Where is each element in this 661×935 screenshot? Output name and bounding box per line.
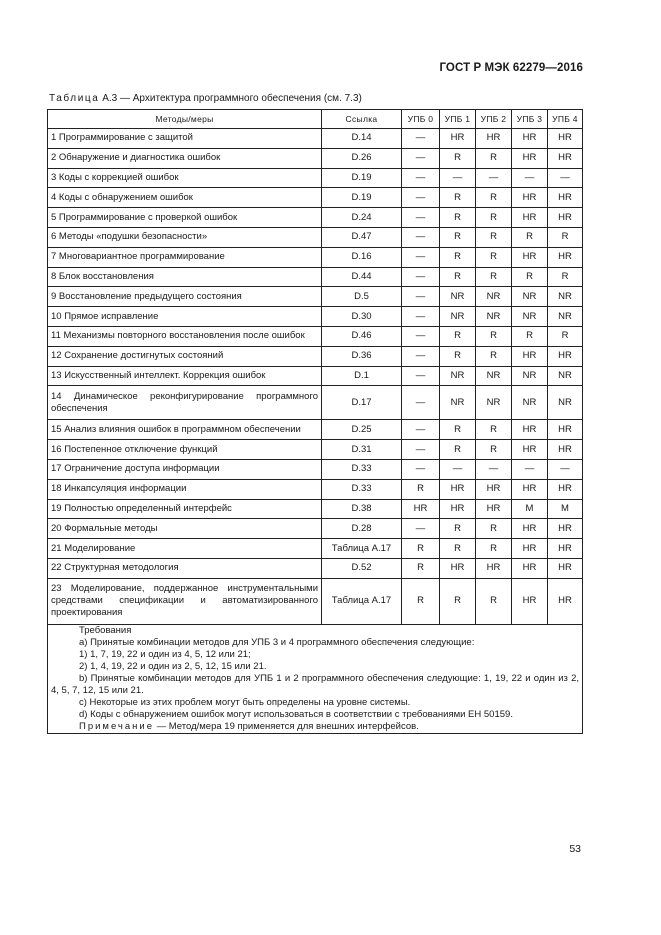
upb1-cell: HR xyxy=(440,129,476,149)
upb3-cell: HR xyxy=(512,208,548,228)
requirements-row xyxy=(48,624,583,733)
upb1-cell: R xyxy=(440,539,476,559)
upb4-cell: NR xyxy=(548,307,583,327)
upb2-cell: HR xyxy=(476,499,512,519)
upb3-cell: HR xyxy=(512,420,548,440)
upb3-cell: HR xyxy=(512,558,548,578)
upb1-cell: NR xyxy=(440,287,476,307)
method-cell: 23 Моделирование, поддержанное инструментальными средствами спецификации и автоматизированного проектирования xyxy=(48,578,322,624)
upb0-cell: — xyxy=(402,168,440,188)
upb2-cell: R xyxy=(476,227,512,247)
table-row xyxy=(48,558,583,578)
upb1-cell: R xyxy=(440,326,476,346)
upb4-cell: HR xyxy=(548,247,583,267)
upb2-cell: R xyxy=(476,519,512,539)
method-cell: 10 Прямое исправление xyxy=(48,307,322,327)
column-header-upb2: УПБ 2 xyxy=(476,110,512,129)
method-cell: 1 Программирование с защитой xyxy=(48,129,322,149)
note-text: — Метод/мера 19 применяется для внешних интерфейсов. xyxy=(154,720,419,732)
table-row xyxy=(48,499,583,519)
reference-cell: D.24 xyxy=(322,208,402,228)
upb2-cell: NR xyxy=(476,287,512,307)
upb0-cell: — xyxy=(402,267,440,287)
upb0-cell: — xyxy=(402,148,440,168)
upb0-cell: — xyxy=(402,208,440,228)
upb3-cell: HR xyxy=(512,129,548,149)
table-row xyxy=(48,168,583,188)
method-cell: 15 Анализ влияния ошибок в программном обеспечении xyxy=(48,420,322,440)
table-row xyxy=(48,346,583,366)
upb4-cell: NR xyxy=(548,386,583,420)
upb0-cell: — xyxy=(402,366,440,386)
table-caption xyxy=(49,93,362,104)
table-row xyxy=(48,578,583,624)
upb2-cell: R xyxy=(476,539,512,559)
upb3-cell: HR xyxy=(512,578,548,624)
reference-cell: D.1 xyxy=(322,366,402,386)
method-cell: 4 Коды с обнаружением ошибок xyxy=(48,188,322,208)
upb1-cell: — xyxy=(440,168,476,188)
upb1-cell: R xyxy=(440,247,476,267)
requirements-cell xyxy=(48,624,583,733)
upb1-cell: R xyxy=(440,267,476,287)
upb2-cell: NR xyxy=(476,386,512,420)
requirement-b: b) Принятые комбинации методов для УПБ 1 и 2 программного обеспечения следующие: 1, 19, 22 и один из 2, 4, 5, 7, 12, 15 или 21. xyxy=(51,672,579,696)
table-row xyxy=(48,420,583,440)
reference-cell: D.46 xyxy=(322,326,402,346)
upb1-cell: R xyxy=(440,208,476,228)
upb3-cell: HR xyxy=(512,479,548,499)
upb1-cell: HR xyxy=(440,558,476,578)
upb0-cell: — xyxy=(402,307,440,327)
upb2-cell: NR xyxy=(476,366,512,386)
upb2-cell: R xyxy=(476,440,512,460)
upb3-cell: HR xyxy=(512,346,548,366)
method-cell: 9 Восстановление предыдущего состояния xyxy=(48,287,322,307)
upb0-cell: — xyxy=(402,440,440,460)
upb0-cell: — xyxy=(402,188,440,208)
reference-cell: D.31 xyxy=(322,440,402,460)
upb4-cell: R xyxy=(548,227,583,247)
upb3-cell: NR xyxy=(512,366,548,386)
column-header-methods: Методы/меры xyxy=(48,110,322,129)
table-body xyxy=(48,129,583,734)
upb4-cell: R xyxy=(548,326,583,346)
upb1-cell: R xyxy=(440,346,476,366)
method-cell: 2 Обнаружение и диагностика ошибок xyxy=(48,148,322,168)
upb4-cell: HR xyxy=(548,129,583,149)
upb2-cell: R xyxy=(476,148,512,168)
table-row xyxy=(48,247,583,267)
upb4-cell: HR xyxy=(548,346,583,366)
table-row xyxy=(48,539,583,559)
column-header-upb1: УПБ 1 xyxy=(440,110,476,129)
upb1-cell: R xyxy=(440,227,476,247)
upb3-cell: NR xyxy=(512,386,548,420)
table-row xyxy=(48,326,583,346)
upb0-cell: — xyxy=(402,459,440,479)
upb4-cell: HR xyxy=(548,558,583,578)
method-cell: 7 Многовариантное программирование xyxy=(48,247,322,267)
upb4-cell: HR xyxy=(548,188,583,208)
upb0-cell: — xyxy=(402,519,440,539)
upb3-cell: HR xyxy=(512,539,548,559)
upb3-cell: NR xyxy=(512,287,548,307)
table-row xyxy=(48,519,583,539)
reference-cell: D.14 xyxy=(322,129,402,149)
upb4-cell: HR xyxy=(548,479,583,499)
table-row xyxy=(48,479,583,499)
reference-cell: Таблица А.17 xyxy=(322,578,402,624)
upb3-cell: HR xyxy=(512,247,548,267)
upb0-cell: — xyxy=(402,326,440,346)
upb4-cell: — xyxy=(548,459,583,479)
upb0-cell: R xyxy=(402,558,440,578)
upb2-cell: R xyxy=(476,326,512,346)
reference-cell: D.52 xyxy=(322,558,402,578)
method-cell: 14 Динамическое реконфигурирование программного обеспечения xyxy=(48,386,322,420)
upb2-cell: NR xyxy=(476,307,512,327)
column-header-reference: Ссылка xyxy=(322,110,402,129)
method-cell: 18 Инкапсуляция информации xyxy=(48,479,322,499)
upb4-cell: HR xyxy=(548,440,583,460)
upb1-cell: R xyxy=(440,440,476,460)
upb2-cell: R xyxy=(476,420,512,440)
upb2-cell: — xyxy=(476,168,512,188)
upb4-cell: HR xyxy=(548,420,583,440)
reference-cell: D.26 xyxy=(322,148,402,168)
upb1-cell: HR xyxy=(440,479,476,499)
upb1-cell: R xyxy=(440,420,476,440)
page-number: 53 xyxy=(569,843,581,855)
upb0-cell: HR xyxy=(402,499,440,519)
upb1-cell: NR xyxy=(440,307,476,327)
reference-cell: D.28 xyxy=(322,519,402,539)
table-row xyxy=(48,208,583,228)
method-cell: 12 Сохранение достигнутых состояний xyxy=(48,346,322,366)
table-row xyxy=(48,459,583,479)
note-label: Примечание xyxy=(79,720,154,732)
requirement-c: с) Некоторые из этих проблем могут быть определены на уровне системы. xyxy=(79,696,411,708)
requirement-d: d) Коды с обнаружением ошибок могут использоваться в соответствии с требованиями ЕН 50159. xyxy=(79,708,513,720)
reference-cell: D.19 xyxy=(322,188,402,208)
reference-cell: D.16 xyxy=(322,247,402,267)
upb3-cell: R xyxy=(512,267,548,287)
upb2-cell: R xyxy=(476,247,512,267)
upb4-cell: HR xyxy=(548,539,583,559)
upb3-cell: HR xyxy=(512,188,548,208)
upb4-cell: HR xyxy=(548,148,583,168)
upb2-cell: HR xyxy=(476,479,512,499)
upb0-cell: — xyxy=(402,346,440,366)
upb0-cell: — xyxy=(402,287,440,307)
upb3-cell: — xyxy=(512,459,548,479)
upb2-cell: R xyxy=(476,267,512,287)
upb0-cell: — xyxy=(402,129,440,149)
method-cell: 21 Моделирование xyxy=(48,539,322,559)
upb2-cell: HR xyxy=(476,129,512,149)
method-cell: 11 Механизмы повторного восстановления после ошибок xyxy=(48,326,322,346)
upb2-cell: R xyxy=(476,208,512,228)
reference-cell: D.30 xyxy=(322,307,402,327)
upb2-cell: R xyxy=(476,578,512,624)
document-standard-header: ГОСТ Р МЭК 62279—2016 xyxy=(439,62,583,74)
method-cell: 16 Постепенное отключение функций xyxy=(48,440,322,460)
reference-cell: D.36 xyxy=(322,346,402,366)
upb4-cell: HR xyxy=(548,519,583,539)
method-cell: 3 Коды с коррекцией ошибок xyxy=(48,168,322,188)
method-cell: 17 Ограничение доступа информации xyxy=(48,459,322,479)
upb0-cell: R xyxy=(402,479,440,499)
upb1-cell: R xyxy=(440,188,476,208)
upb2-cell: R xyxy=(476,188,512,208)
table-row xyxy=(48,287,583,307)
table-row xyxy=(48,267,583,287)
upb4-cell: — xyxy=(548,168,583,188)
method-cell: 8 Блок восстановления xyxy=(48,267,322,287)
table-row xyxy=(48,366,583,386)
upb4-cell: R xyxy=(548,267,583,287)
column-header-upb3: УПБ 3 xyxy=(512,110,548,129)
upb3-cell: M xyxy=(512,499,548,519)
column-header-upb0: УПБ 0 xyxy=(402,110,440,129)
upb1-cell: R xyxy=(440,519,476,539)
table-row xyxy=(48,386,583,420)
reference-cell: D.19 xyxy=(322,168,402,188)
upb1-cell: HR xyxy=(440,499,476,519)
requirement-a-2: 2) 1, 4, 19, 22 и один из 2, 5, 12, 15 или 21. xyxy=(79,660,267,672)
requirement-a-1: 1) 1, 7, 19, 22 и один из 4, 5, 12 или 21; xyxy=(79,648,251,660)
method-cell: 19 Полностью определенный интерфейс xyxy=(48,499,322,519)
upb3-cell: HR xyxy=(512,440,548,460)
upb3-cell: NR xyxy=(512,307,548,327)
table-header-row xyxy=(48,110,583,129)
table-row xyxy=(48,227,583,247)
upb3-cell: — xyxy=(512,168,548,188)
architecture-table xyxy=(47,109,583,734)
upb0-cell: — xyxy=(402,247,440,267)
upb0-cell: R xyxy=(402,539,440,559)
upb1-cell: R xyxy=(440,148,476,168)
method-cell: 13 Искусственный интеллект. Коррекция ошибок xyxy=(48,366,322,386)
upb4-cell: HR xyxy=(548,578,583,624)
reference-cell: D.44 xyxy=(322,267,402,287)
upb1-cell: — xyxy=(440,459,476,479)
reference-cell: D.25 xyxy=(322,420,402,440)
table-row xyxy=(48,129,583,149)
reference-cell: D.47 xyxy=(322,227,402,247)
requirements-title: Требования xyxy=(79,624,132,636)
table-row xyxy=(48,307,583,327)
upb4-cell: NR xyxy=(548,287,583,307)
upb0-cell: — xyxy=(402,227,440,247)
table-caption-label: Таблица xyxy=(49,93,100,104)
table-caption-text: А.3 — Архитектура программного обеспечения (см. 7.3) xyxy=(99,93,362,104)
table-note xyxy=(51,721,579,733)
table-row xyxy=(48,440,583,460)
requirement-a: а) Принятые комбинации методов для УПБ 3 и 4 программного обеспечения следующие: xyxy=(79,636,475,648)
table-row xyxy=(48,148,583,168)
method-cell: 22 Структурная методология xyxy=(48,558,322,578)
upb3-cell: HR xyxy=(512,519,548,539)
upb0-cell: R xyxy=(402,578,440,624)
upb1-cell: NR xyxy=(440,386,476,420)
upb4-cell: HR xyxy=(548,208,583,228)
upb4-cell: M xyxy=(548,499,583,519)
upb0-cell: — xyxy=(402,386,440,420)
upb4-cell: NR xyxy=(548,366,583,386)
table-row xyxy=(48,188,583,208)
upb1-cell: R xyxy=(440,578,476,624)
reference-cell: D.33 xyxy=(322,459,402,479)
reference-cell: D.17 xyxy=(322,386,402,420)
column-header-upb4: УПБ 4 xyxy=(548,110,583,129)
method-cell: 5 Программирование с проверкой ошибок xyxy=(48,208,322,228)
upb2-cell: R xyxy=(476,346,512,366)
reference-cell: D.38 xyxy=(322,499,402,519)
reference-cell: Таблица А.17 xyxy=(322,539,402,559)
reference-cell: D.5 xyxy=(322,287,402,307)
upb2-cell: — xyxy=(476,459,512,479)
method-cell: 20 Формальные методы xyxy=(48,519,322,539)
upb1-cell: NR xyxy=(440,366,476,386)
upb3-cell: R xyxy=(512,326,548,346)
upb0-cell: — xyxy=(402,420,440,440)
upb3-cell: R xyxy=(512,227,548,247)
reference-cell: D.33 xyxy=(322,479,402,499)
upb2-cell: HR xyxy=(476,558,512,578)
upb3-cell: HR xyxy=(512,148,548,168)
method-cell: 6 Методы «подушки безопасности» xyxy=(48,227,322,247)
